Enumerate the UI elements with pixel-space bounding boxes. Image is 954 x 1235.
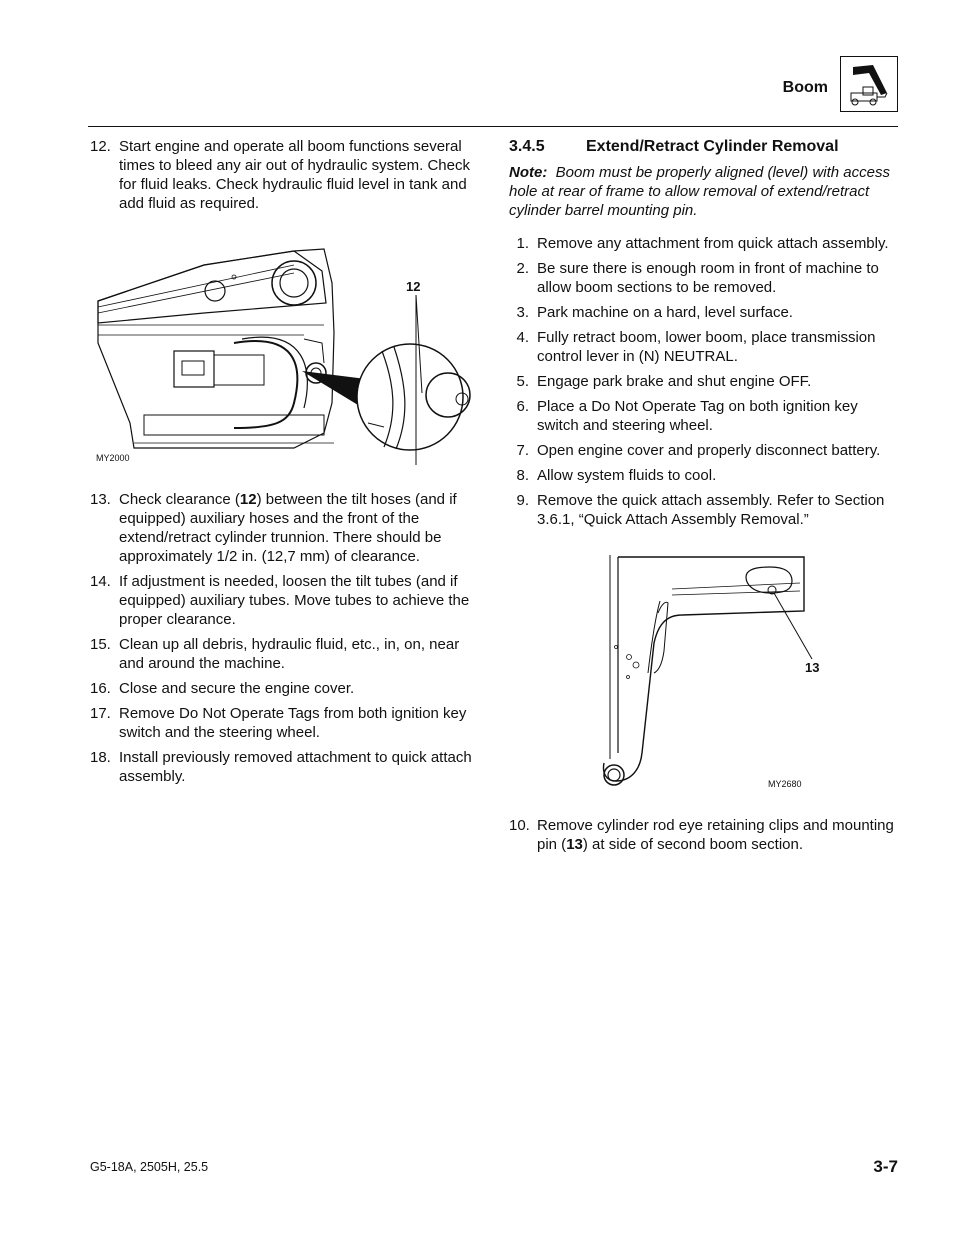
step-text: Engage park brake and shut engine OFF. bbox=[537, 373, 812, 390]
note-text: Boom must be properly aligned (level) with access hole at rear of frame to allow removal of extend/retract cylinder barrel mounting pin. bbox=[509, 164, 890, 219]
step-13 bbox=[90, 490, 482, 566]
step-number: 3. bbox=[516, 304, 529, 321]
left-column bbox=[90, 137, 482, 219]
note-label: Note: bbox=[509, 164, 548, 181]
telehandler-boom-icon bbox=[840, 56, 898, 112]
step-number: 5. bbox=[516, 373, 529, 390]
left-column-continued bbox=[90, 490, 482, 792]
step-16 bbox=[90, 679, 482, 698]
step-number: 2. bbox=[516, 260, 529, 277]
step-text: Park machine on a hard, level surface. bbox=[537, 304, 793, 321]
page-number: 3-7 bbox=[873, 1157, 898, 1176]
step-8 bbox=[509, 466, 901, 485]
step-text: If adjustment is needed, loosen the tilt tubes (and if equipped) auxiliary tubes. Move tubes to achieve the proper clearance. bbox=[119, 573, 470, 628]
step-number: 6. bbox=[516, 398, 529, 415]
step-text: Be sure there is enough room in front of machine to allow boom sections to be removed. bbox=[537, 260, 879, 296]
step-number: 1. bbox=[516, 235, 529, 252]
step-number: 13. bbox=[90, 491, 111, 508]
figure-id: MY2680 bbox=[768, 779, 802, 789]
step-4 bbox=[509, 328, 901, 366]
step-6 bbox=[509, 397, 901, 435]
step-text: Close and secure the engine cover. bbox=[119, 680, 355, 697]
step-text: Remove cylinder rod eye retaining clips and mounting pin (13) at side of second boom section. bbox=[537, 817, 894, 853]
step-text: Allow system fluids to cool. bbox=[537, 467, 717, 484]
step-9 bbox=[509, 491, 901, 529]
right-column-continued bbox=[509, 816, 901, 860]
step-number: 4. bbox=[516, 329, 529, 346]
step-7 bbox=[509, 441, 901, 460]
step-number: 18. bbox=[90, 749, 111, 766]
step-3 bbox=[509, 303, 901, 322]
step-number: 15. bbox=[90, 636, 111, 653]
section-title: Extend/Retract Cylinder Removal bbox=[586, 138, 839, 155]
step-text: Remove Do Not Operate Tags from both ignition key switch and the steering wheel. bbox=[119, 705, 467, 741]
step-1 bbox=[509, 234, 901, 253]
figure-id: MY2000 bbox=[96, 453, 130, 463]
step-text: Fully retract boom, lower boom, place transmission control lever in (N) NEUTRAL. bbox=[537, 329, 876, 365]
figure-callout-13: 13 bbox=[805, 660, 820, 675]
figure-callout-12: 12 bbox=[406, 279, 421, 294]
step-text: Remove the quick attach assembly. Refer to Section 3.6.1, “Quick Attach Assembly Removal.” bbox=[537, 492, 885, 528]
step-12 bbox=[90, 137, 482, 213]
step-text: Place a Do Not Operate Tag on both ignition key switch and steering wheel. bbox=[537, 398, 858, 434]
second-boom-section-illustration bbox=[596, 553, 816, 793]
step-number: 8. bbox=[516, 467, 529, 484]
step-15 bbox=[90, 635, 482, 673]
step-number: 9. bbox=[516, 492, 529, 509]
step-text: Remove any attachment from quick attach assembly. bbox=[537, 235, 889, 252]
step-number: 7. bbox=[516, 442, 529, 459]
figure-second-boom-pin bbox=[596, 553, 820, 793]
step-text: Start engine and operate all boom functions several times to bleed any air out of hydraulic system. Check for fluid leaks. Check hydraulic fluid level in tank and add fluid as required. bbox=[119, 138, 470, 212]
section-header-title: Boom bbox=[782, 79, 828, 96]
step-number: 14. bbox=[90, 573, 111, 590]
boom-clearance-illustration bbox=[94, 243, 494, 468]
right-column bbox=[509, 137, 901, 535]
step-14 bbox=[90, 572, 482, 629]
step-10 bbox=[509, 816, 901, 854]
step-text: Install previously removed attachment to quick attach assembly. bbox=[119, 749, 472, 785]
step-2 bbox=[509, 259, 901, 297]
step-5 bbox=[509, 372, 901, 391]
step-text: Check clearance (12) between the tilt hoses (and if equipped) auxiliary hoses and the front of the extend/retract cylinder trunnion. There should be approximately 1/2 in. (12,7 mm) of clearance. bbox=[119, 491, 457, 565]
step-number: 12. bbox=[90, 138, 111, 155]
header-rule bbox=[88, 126, 898, 127]
note bbox=[509, 163, 901, 220]
figure-boom-clearance bbox=[94, 243, 494, 468]
section-number: 3.4.5 bbox=[509, 138, 545, 155]
step-text: Clean up all debris, hydraulic fluid, etc., in, on, near and around the machine. bbox=[119, 636, 460, 672]
step-18 bbox=[90, 748, 482, 786]
step-number: 10. bbox=[509, 817, 530, 834]
step-17 bbox=[90, 704, 482, 742]
step-number: 16. bbox=[90, 680, 111, 697]
section-heading bbox=[509, 137, 901, 156]
step-text: Open engine cover and properly disconnect battery. bbox=[537, 442, 881, 459]
footer-document-id: G5-18A, 2505H, 25.5 bbox=[90, 1160, 209, 1174]
step-number: 17. bbox=[90, 705, 111, 722]
